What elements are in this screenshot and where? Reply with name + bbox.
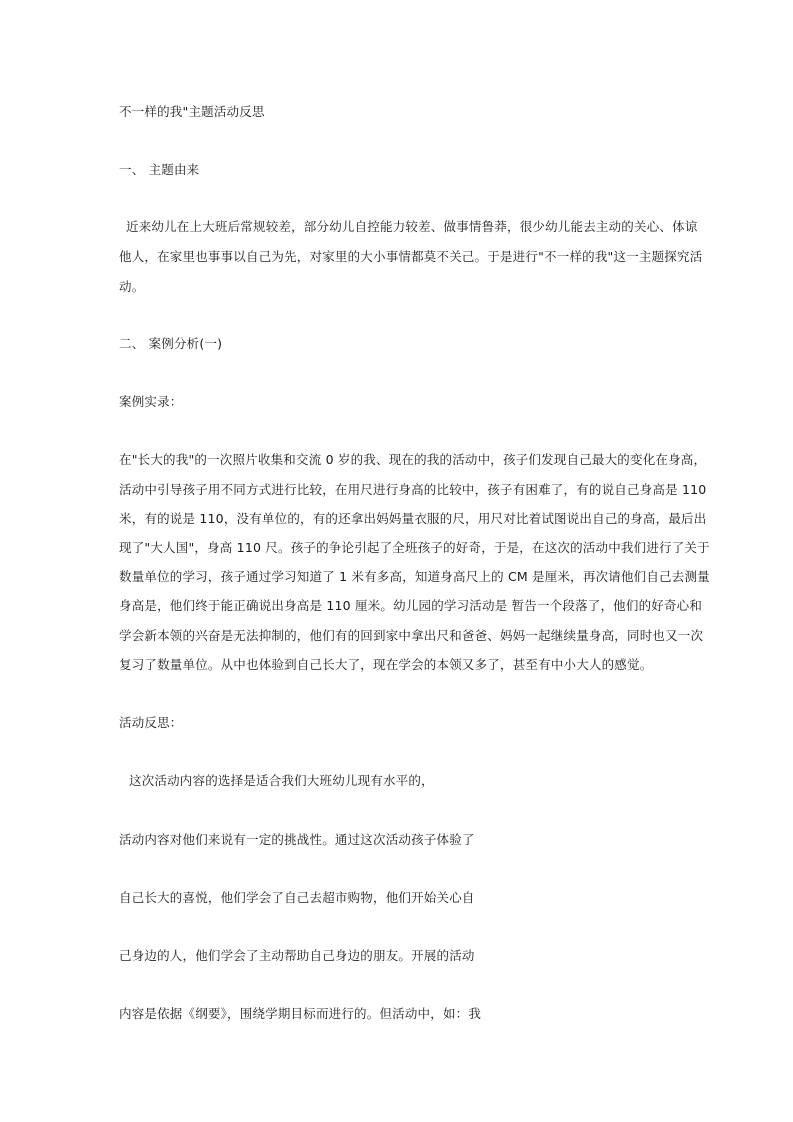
case-line: 身高是，他们终于能正确说出身高是 110 厘米。幼儿园的学习活动是 暂告一个段落了，他们的好奇心和 [119, 598, 703, 613]
case-line: 米，有的说是 110，没有单位的，有的还拿出妈妈量衣服的尺，用尺对比着试图说出自己的身高，最后出 [119, 511, 707, 526]
case-line: 在"长大的我"的一次照片收集和交流 0 岁的我、现在的我的活动中，孩子们发现自己最大的变化在身高， [119, 452, 707, 467]
reflection-line: 这次活动内容的选择是适合我们大班幼儿现有水平的， [129, 773, 434, 788]
case-line: 数量单位的学习，孩子通过学习知道了 1 米有多高，知道身高尺上的 CM 是厘米，再次请他们自己去测量 [119, 569, 710, 584]
case-label: 案例实录： [119, 394, 183, 409]
document-title: 不一样的我"主题活动反思 [119, 104, 265, 119]
paragraph-line: 近来幼儿在上大班后常规较差，部分幼儿自控能力较差、做事情鲁莽，很少幼儿能去主动的关心、体谅 [126, 219, 698, 234]
reflection-label: 活动反思： [119, 715, 183, 730]
paragraph-line: 动。 [119, 279, 145, 294]
paragraph-line: 他人，在家里也事事以自己为先，对家里的大小事情都莫不关己。于是进行"不一样的我"这一主题探究活 [119, 249, 703, 264]
case-line: 现了"大人国"，身高 110 尺。孩子的争论引起了全班孩子的好奇，于是，在这次的活动中我们进行了关于 [119, 540, 710, 555]
case-line: 复习了数量单位。从中也体验到自己长大了，现在学会的本领又多了，甚至有中小大人的感觉。 [119, 657, 653, 672]
section-heading-2: 二、 案例分析(一) [119, 336, 223, 351]
reflection-line: 己身边的人，他们学会了主动帮助自己身边的朋友。开展的活动 [119, 948, 475, 963]
case-line: 活动中引导孩子用不同方式进行比较，在用尺进行身高的比较中，孩子有困难了，有的说自己身高是 110 [119, 482, 707, 497]
reflection-line: 内容是依据《纲要》，围绕学期目标而进行的。但活动中，如：我 [119, 1006, 482, 1021]
section-heading-1: 一、 主题由来 [119, 162, 200, 177]
reflection-line: 活动内容对他们来说有一定的挑战性。通过这次活动孩子体验了 [119, 832, 475, 847]
reflection-line: 自己长大的喜悦，他们学会了自己去超市购物，他们开始关心自 [119, 890, 475, 905]
case-line: 学会新本领的兴奋是无法抑制的，他们有的回到家中拿出尺和爸爸、妈妈一起继续量身高，同时也又一次 [119, 628, 704, 643]
